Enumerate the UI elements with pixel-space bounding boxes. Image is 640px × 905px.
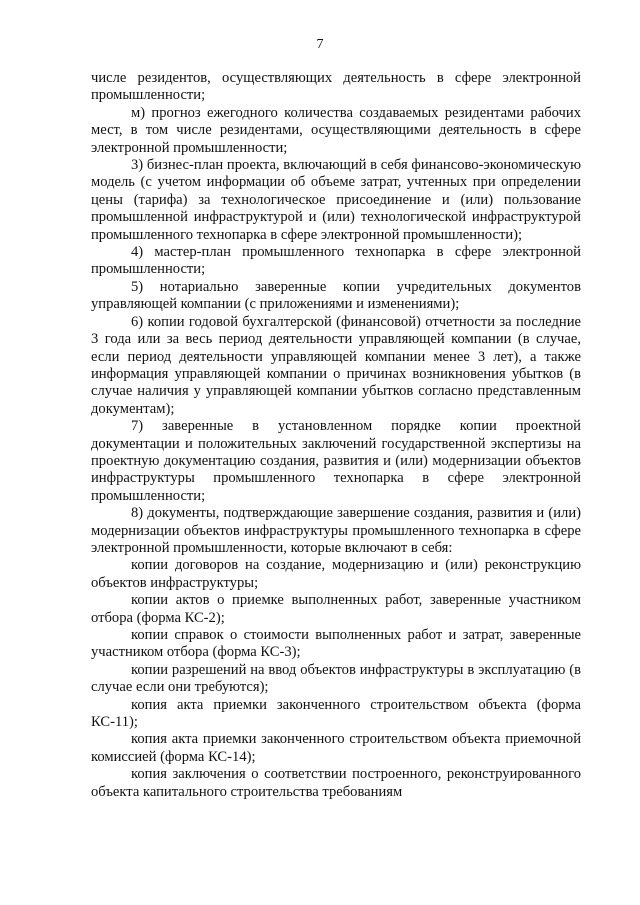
paragraph-8: 8) документы, подтверждающие завершение создания, развития и (или) модернизации объектов инфраструктуры промышленного технопарка в сфере электронной промышленности, которые включают в себя:: [91, 505, 581, 556]
paragraph-4: 4) мастер-план промышленного технопарка в сфере электронной промышленности;: [91, 244, 581, 278]
paragraph-continuation: числе резидентов, осуществляющих деятельность в сфере электронной промышленности;: [91, 70, 581, 104]
document-body: [91, 70, 581, 801]
list-item-ks11: копия акта приемки законченного строительством объекта (форма КС-11);: [91, 696, 581, 731]
list-item-conformity: копия заключения о соответствии построенного, реконструированного объекта капитального строительства требованиям: [91, 766, 581, 800]
list-item-ks2: копии актов о приемке выполненных работ, заверенные участником отбора (форма КС-2);: [91, 592, 581, 626]
paragraph-6: 6) копии годовой бухгалтерской (финансовой) отчетности за последние 3 года или за весь период деятельности управляющей компании (в случае, если период деятельности управляющей компании менее 3 лет), а также информация управляющей компании о причинах возникновения убытков (в случае наличия у управляющей компании убытков согласно представленным документам);: [91, 313, 581, 417]
page-number: 7: [316, 37, 324, 52]
list-item-ks3: копии справок о стоимости выполненных работ и затрат, заверенные участником отбора (форма КС-3);: [91, 627, 581, 661]
paragraph-7: 7) заверенные в установленном порядке копии проектной документации и положительных заключений государственной экспертизы на проектную документацию создания, развития и (или) модернизации объектов инфраструктуры промышленного технопарка в сфере электронной промышленности;: [91, 418, 581, 504]
list-item-contracts: копии договоров на создание, модернизацию и (или) реконструкцию объектов инфраструктуры;: [91, 557, 581, 591]
paragraph-m: м) прогноз ежегодного количества создаваемых резидентами рабочих мест, в том числе резидентами, осуществляющими деятельность в сфере электронной промышленности;: [91, 104, 581, 156]
paragraph-3: 3) бизнес-план проекта, включающий в себя финансово-экономическую модель (с учетом информации об объеме затрат, учтенных при определении цены (тарифа) за технологическое присоединение и (или) пользование промышленной инфраструктурой и (или) технологической инфраструктурой промышленного технопарка в сфере электронной промышленности);: [91, 157, 581, 243]
list-item-ks14: копия акта приемки законченного строительством объекта приемочной комиссией (форма КС-14);: [91, 731, 581, 765]
list-item-permits: копии разрешений на ввод объектов инфраструктуры в эксплуатацию (в случае если они требуются);: [91, 661, 581, 696]
paragraph-5: 5) нотариально заверенные копии учредительных документов управляющей компании (с приложениями и изменениями);: [91, 278, 581, 313]
